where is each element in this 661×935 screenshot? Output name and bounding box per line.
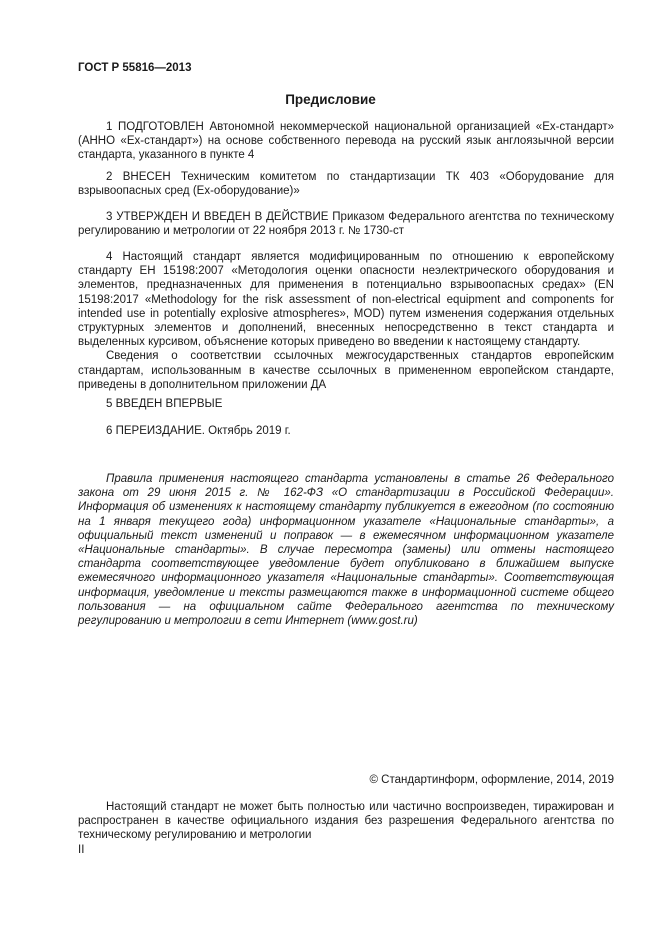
paragraph-text: 2 ВНЕСЕН Техническим комитетом по стандартизации ТК 403 «Оборудование для взрывоопасных сред (Ех-оборудование)» <box>78 171 614 198</box>
foreword-item-1 <box>78 120 614 163</box>
foreword-item-3 <box>78 210 614 238</box>
paragraph-text: 5 ВВЕДЕН ВПЕРВЫЕ <box>106 398 223 410</box>
page-number: II <box>78 844 85 856</box>
page-title: Предисловие <box>285 92 376 107</box>
application-rules-notice <box>78 472 614 628</box>
paragraph-text: 6 ПЕРЕИЗДАНИЕ. Октябрь 2019 г. <box>106 425 291 437</box>
foreword-item-4 <box>78 250 614 392</box>
foreword-item-6 <box>78 424 614 438</box>
reproduction-notice <box>78 800 614 843</box>
paragraph-text: 3 УТВЕРЖДЕН И ВВЕДЕН В ДЕЙСТВИЕ Приказом Федерального агентства по техническому регулированию и метрологии от 22 ноября 2013 г. № 1730-ст <box>78 211 614 238</box>
document-code: ГОСТ Р 55816—2013 <box>78 62 192 74</box>
paragraph-text: Сведения о соответствии ссылочных межгосударственных стандартов европейским стандартам, использованным в качестве ссылочных в примененном европейском стандарте, приведены в дополнительном приложении ДА <box>78 350 614 391</box>
paragraph-text: Правила применения настоящего стандарта установлены в статье 26 Федерального закона от 29 июня 2015 г. № 162-ФЗ «О стандартизации в Российской Федерации». Информация об изменениях к настоящему стандарту публикуется в ежегодном (по состоянию на 1 января текущего года) информационном указателе «Национальные стандарты», а официальный текст изменений и поправок — в ежемесячном информационном указателе «Национальные стандарты». В случае пересмотра (замены) или отмены настоящего стандарта соответствующее уведомление будет опубликовано в ближайшем выпуске ежемесячного информационного указателя «Национальные стандарты». Соответствующая информация, уведомление и тексты размещаются также в информационной системе общего пользования — на официальном сайте Федерального агентства по техническому регулированию и метрологии в сети Интернет (www.gost.ru) <box>78 473 614 628</box>
foreword-item-5 <box>78 397 614 411</box>
copyright-line: © Стандартинформ, оформление, 2014, 2019 <box>369 774 614 786</box>
paragraph-text: 4 Настоящий стандарт является модифицированным по отношению к европейскому стандарту ЕН 15198:2007 «Методология оценки опасности неэлектрического оборудования и элементов, предназначенных для применения в потенциально взрывоопасных средах» (EN 15198:2017 «Methodology for the risk assessment of non-electrical equipment and components for intended use in potentially explosive atmospheres», MOD) путем изменения содержания отдельных структурных элементов и дополнений, внесенных непосредственно в текст стандарта и выделенных курсивом, объяснение которых приведено во введении к настоящему стандарту. <box>78 251 614 349</box>
foreword-item-2 <box>78 170 614 198</box>
paragraph-text: Настоящий стандарт не может быть полностью или частично воспроизведен, тиражирован и распространен в качестве официального издания без разрешения Федерального агентства по техническому регулированию и метрологии <box>78 801 614 842</box>
paragraph-text: 1 ПОДГОТОВЛЕН Автономной некоммерческой национальной организацией «Ех-стандарт» (АННО «Ех-стандарт») на основе собственного перевода на русский язык англоязычной версии стандарта, указанного в пункте 4 <box>78 121 614 162</box>
